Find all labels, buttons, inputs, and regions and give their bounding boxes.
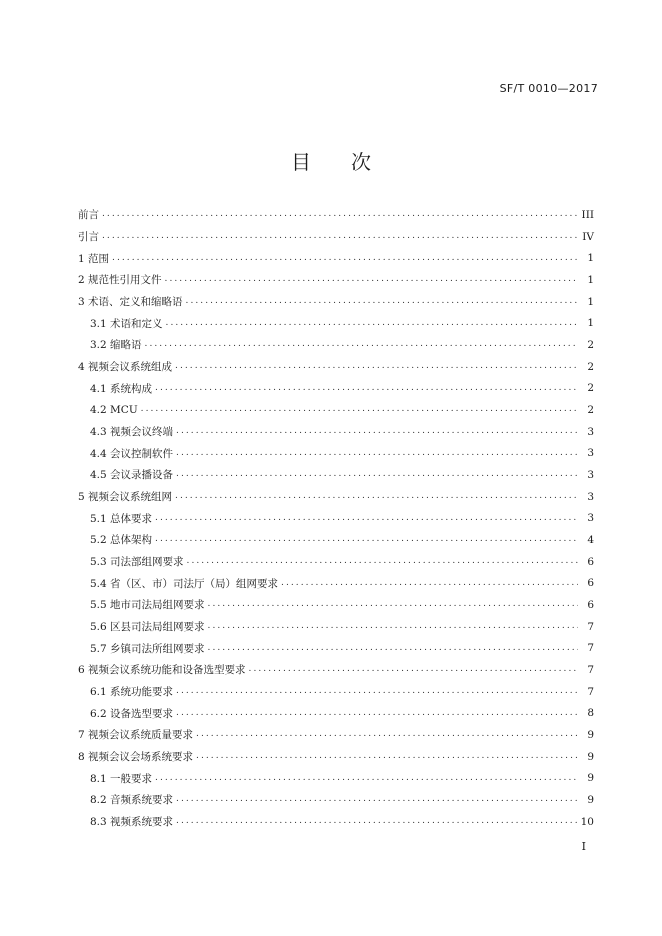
toc-entry-page: 2 — [587, 403, 594, 416]
toc-entry[interactable] — [78, 269, 594, 291]
toc-entry-label: 8.1 一般要求 — [90, 772, 153, 785]
toc-entry-page: 3 — [587, 512, 594, 525]
toc-entry-page: 8 — [587, 707, 594, 720]
toc-entry[interactable] — [78, 659, 594, 681]
toc-entry-label: 5.4 省（区、市）司法厅（局）组网要求 — [90, 577, 279, 590]
toc-entry[interactable] — [78, 291, 594, 313]
toc-entry-page: 2 — [587, 338, 594, 351]
toc-entry-label: 5.7 乡镇司法所组网要求 — [90, 642, 205, 655]
toc-leader-dots — [145, 340, 578, 349]
toc-entry[interactable] — [78, 507, 594, 529]
toc-entry-page: 9 — [587, 750, 594, 763]
toc-entry-page: 7 — [587, 685, 594, 698]
toc-leader-dots — [196, 752, 578, 761]
toc-leader-dots — [176, 470, 578, 479]
toc-leader-dots — [112, 254, 578, 263]
toc-entry-label: 8.3 视频系统要求 — [90, 816, 174, 829]
toc-leader-dots — [175, 492, 578, 501]
toc-entry-page: III — [581, 208, 594, 221]
toc-leader-dots — [141, 405, 578, 414]
toc-entry-label: 8 视频会议会场系统要求 — [78, 751, 194, 764]
toc-entry-page: 6 — [587, 577, 594, 590]
toc-entry[interactable] — [78, 377, 594, 399]
toc-entry[interactable] — [78, 572, 594, 594]
toc-entry-page: 9 — [587, 772, 594, 785]
toc-leader-dots — [208, 644, 578, 653]
toc-entry[interactable] — [78, 724, 594, 746]
toc-entry[interactable] — [78, 702, 594, 724]
toc-entry[interactable] — [78, 681, 594, 703]
toc-entry-page: 1 — [587, 252, 594, 265]
toc-entry[interactable] — [78, 312, 594, 334]
toc-entry[interactable] — [78, 204, 594, 226]
toc-entry-page: 2 — [587, 360, 594, 373]
toc-entry-page: 2 — [587, 382, 594, 395]
toc-entry[interactable] — [78, 356, 594, 378]
toc-entry-page: 10 — [580, 815, 594, 828]
toc-leader-dots — [165, 275, 578, 284]
toc-leader-dots — [155, 774, 578, 783]
toc-entry[interactable] — [78, 442, 594, 464]
toc-entry-label: 3.2 缩略语 — [90, 339, 142, 352]
toc-leader-dots — [281, 579, 578, 588]
toc-entry-label: 5.1 总体要求 — [90, 512, 153, 525]
toc-entry-label: 3.1 术语和定义 — [90, 317, 163, 330]
footer-page-number: I — [581, 840, 586, 853]
toc-entry-page: IV — [582, 230, 594, 243]
toc-leader-dots — [176, 687, 578, 696]
toc-leader-dots — [155, 384, 578, 393]
toc-entry-page: 7 — [587, 620, 594, 633]
toc-leader-dots — [176, 795, 578, 804]
toc-entry-label: 5.5 地市司法局组网要求 — [90, 599, 205, 612]
toc-entry[interactable] — [78, 616, 594, 638]
toc-leader-dots — [176, 709, 578, 718]
page-title — [0, 146, 662, 175]
toc-entry-label: 6.1 系统功能要求 — [90, 686, 174, 699]
toc-entry-label: 5.6 区县司法局组网要求 — [90, 621, 205, 634]
toc-leader-dots — [102, 232, 578, 241]
toc-entry[interactable] — [78, 789, 594, 811]
toc-entry-page: 1 — [587, 273, 594, 286]
toc-entry[interactable] — [78, 247, 594, 269]
toc-entry-page: 9 — [587, 793, 594, 806]
toc-entry[interactable] — [78, 486, 594, 508]
toc-entry-label: 6.2 设备选型要求 — [90, 707, 174, 720]
toc-entry-page: 7 — [587, 663, 594, 676]
toc-entry[interactable] — [78, 594, 594, 616]
toc-entry-page: 9 — [587, 728, 594, 741]
toc-entry-label: 5 视频会议系统组网 — [78, 491, 173, 504]
toc-entry[interactable] — [78, 421, 594, 443]
title-char-2: 次 — [351, 150, 371, 174]
toc-leader-dots — [208, 600, 578, 609]
toc-entry-page: 6 — [587, 598, 594, 611]
toc-entry[interactable] — [78, 637, 594, 659]
toc-entry-label: 4.2 MCU — [90, 403, 138, 416]
toc-entry-page: 3 — [587, 447, 594, 460]
toc-entry[interactable] — [78, 529, 594, 551]
toc-entry-label: 2 规范性引用文件 — [78, 274, 162, 287]
toc-entry-page: 7 — [587, 642, 594, 655]
toc-entry-page: 1 — [587, 295, 594, 308]
toc-leader-dots — [186, 297, 578, 306]
toc-entry-page: 4 — [587, 533, 594, 546]
toc-entry[interactable] — [78, 551, 594, 573]
document-code: SF/T 0010—2017 — [499, 82, 598, 95]
toc-entry-label: 前言 — [78, 209, 99, 222]
toc-leader-dots — [196, 730, 578, 739]
toc-entry[interactable] — [78, 399, 594, 421]
toc-leader-dots — [208, 622, 578, 631]
table-of-contents — [78, 204, 594, 832]
toc-entry-label: 3 术语、定义和缩略语 — [78, 296, 183, 309]
toc-leader-dots — [249, 665, 578, 674]
toc-entry-page: 3 — [587, 425, 594, 438]
toc-entry-label: 4 视频会议系统组成 — [78, 361, 173, 374]
toc-entry[interactable] — [78, 226, 594, 248]
toc-leader-dots — [176, 449, 578, 458]
toc-entry[interactable] — [78, 464, 594, 486]
toc-entry[interactable] — [78, 767, 594, 789]
toc-entry-page: 3 — [587, 490, 594, 503]
toc-entry[interactable] — [78, 811, 594, 833]
toc-leader-dots — [155, 514, 578, 523]
toc-entry-label: 5.2 总体架构 — [90, 534, 153, 547]
toc-entry-label: 5.3 司法部组网要求 — [90, 556, 184, 569]
toc-entry-label: 6 视频会议系统功能和设备选型要求 — [78, 664, 246, 677]
toc-leader-dots — [176, 427, 578, 436]
toc-leader-dots — [175, 362, 578, 371]
toc-entry-label: 4.5 会议录播设备 — [90, 469, 174, 482]
toc-entry-label: 4.4 会议控制软件 — [90, 447, 174, 460]
toc-entry-label: 7 视频会议系统质量要求 — [78, 729, 194, 742]
toc-entry-label: 4.1 系统构成 — [90, 382, 153, 395]
toc-entry[interactable] — [78, 746, 594, 768]
toc-entry-page: 6 — [587, 555, 594, 568]
title-char-1: 目 — [291, 150, 311, 174]
toc-entry-label: 4.3 视频会议终端 — [90, 426, 174, 439]
toc-entry-page: 1 — [587, 317, 594, 330]
toc-leader-dots — [166, 319, 578, 328]
toc-leader-dots — [176, 817, 577, 826]
toc-leader-dots — [102, 210, 578, 219]
toc-entry-label: 1 范围 — [78, 252, 110, 265]
toc-entry[interactable] — [78, 334, 594, 356]
toc-entry-label: 8.2 音频系统要求 — [90, 794, 174, 807]
toc-leader-dots — [155, 535, 578, 544]
toc-entry-label: 引言 — [78, 231, 99, 243]
toc-leader-dots — [187, 557, 578, 566]
toc-entry-page: 3 — [587, 468, 594, 481]
